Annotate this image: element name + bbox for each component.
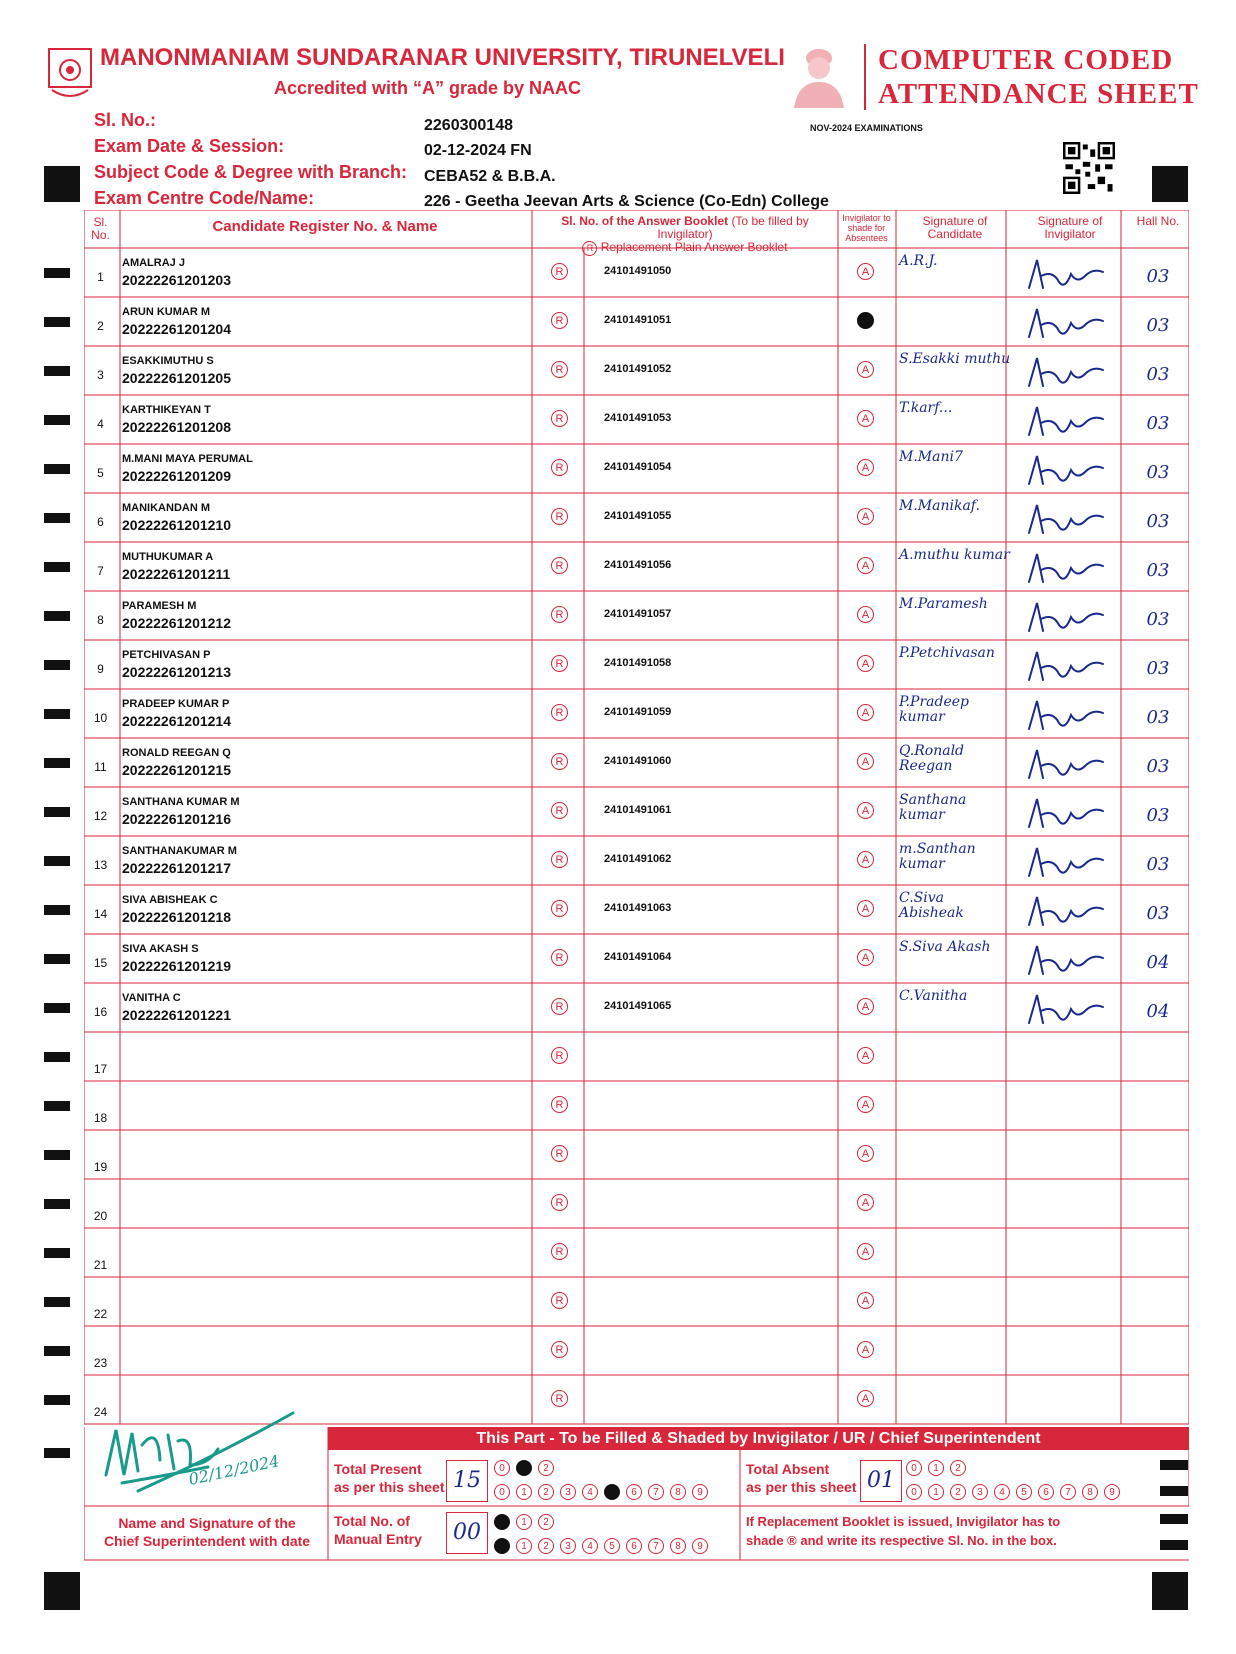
timing-mark <box>44 415 70 425</box>
exam-date-label: Exam Date & Session: <box>94 136 285 156</box>
portrait-image <box>790 42 848 108</box>
candidate-signature <box>899 1087 1011 1127</box>
candidate-signature <box>899 1185 1011 1225</box>
replacement-bubble[interactable]: R <box>551 410 568 427</box>
present-units-bubbles[interactable]: 0 1 2 3 4 6 7 8 9 <box>494 1482 714 1500</box>
col-slno-header: Sl. No. <box>91 215 110 242</box>
candidate-signature <box>899 1283 1011 1323</box>
row-sl-no: 19 <box>93 1160 108 1174</box>
absent-bubble[interactable]: A <box>857 851 874 868</box>
timing-mark <box>44 1150 70 1160</box>
candidate-name: PETCHIVASAN P <box>122 649 211 661</box>
timing-mark <box>44 1346 70 1356</box>
table-row <box>84 591 1189 640</box>
replacement-bubble[interactable]: R <box>551 1145 568 1162</box>
booklet-number[interactable]: 24101491058 <box>604 657 672 669</box>
absent-bubble[interactable]: A <box>857 655 874 672</box>
row-sl-no: 22 <box>93 1307 108 1321</box>
row-sl-no: 12 <box>93 809 108 823</box>
timing-mark <box>44 166 80 202</box>
manual-entry-label <box>334 1512 422 1548</box>
timing-mark <box>44 513 70 523</box>
candidate-signature: C.Vanitha <box>899 988 968 1004</box>
candidate-signature: A.R.J. <box>899 253 938 269</box>
candidate-name: SANTHANAKUMAR M <box>122 845 237 857</box>
booklet-number[interactable]: 24101491059 <box>604 706 672 718</box>
timing-mark <box>44 611 70 621</box>
invigilator-signature <box>1019 401 1119 441</box>
replacement-bubble[interactable]: R <box>551 312 568 329</box>
hall-number: 03 <box>1146 903 1170 924</box>
replacement-bubble[interactable]: R <box>551 704 568 721</box>
candidate-name: RONALD REEGAN Q <box>122 747 231 759</box>
replacement-bubble[interactable]: R <box>551 459 568 476</box>
candidate-name: ARUN KUMAR M <box>122 306 210 318</box>
register-number: 20222261201217 <box>122 860 232 876</box>
chief-signature-label <box>92 1514 322 1550</box>
row-sl-no: 8 <box>97 613 104 627</box>
row-sl-no: 13 <box>93 858 108 872</box>
table-row <box>84 885 1189 934</box>
hall-number: 03 <box>1146 364 1170 385</box>
total-present-label <box>334 1460 445 1496</box>
replacement-bubble[interactable]: R <box>551 606 568 623</box>
register-number: 20222261201214 <box>122 713 232 729</box>
register-number: 20222261201211 <box>122 566 231 582</box>
candidate-signature <box>899 1136 1011 1176</box>
exam-date-value: 02-12-2024 FN <box>424 142 532 159</box>
candidate-name: AMALRAJ J <box>122 257 185 269</box>
hall-number: 04 <box>1146 1001 1170 1022</box>
booklet-number[interactable]: 24101491061 <box>604 804 672 816</box>
timing-mark <box>44 464 70 474</box>
replacement-bubble[interactable]: R <box>551 949 568 966</box>
replacement-bubble-icon: R <box>582 241 597 256</box>
timing-mark <box>44 1297 70 1307</box>
candidate-signature: S.Siva Akash <box>899 939 991 955</box>
candidate-name: VANITHA C <box>122 992 181 1004</box>
invigilator-signature <box>1019 940 1119 980</box>
total-present-label-line1: Total Present <box>334 1461 422 1477</box>
invigilator-signature <box>1019 842 1119 882</box>
timing-mark <box>44 1003 70 1013</box>
candidate-signature: M.Mani7 <box>899 449 963 465</box>
chief-sign-date: 02/12/2024 <box>186 1451 282 1489</box>
timing-mark <box>44 317 70 327</box>
absent-bubble[interactable]: A <box>857 900 874 917</box>
timing-mark <box>44 954 70 964</box>
row-sl-no: 4 <box>97 417 104 431</box>
header-divider <box>864 44 866 110</box>
sl-no-value: 2260300148 <box>424 117 513 134</box>
candidate-name: PARAMESH M <box>122 600 197 612</box>
accreditation: Accredited with “A” grade by NAAC <box>274 78 582 98</box>
replacement-bubble[interactable]: R <box>551 1194 568 1211</box>
replacement-bubble[interactable]: R <box>551 557 568 574</box>
invigilator-signature <box>1019 352 1119 392</box>
col-booklet-title: Sl. No. of the Answer Booklet <box>561 214 729 228</box>
absent-bubble[interactable]: A <box>857 606 874 623</box>
register-number: 20222261201205 <box>122 370 232 386</box>
booklet-number[interactable]: 24101491056 <box>604 559 672 571</box>
row-sl-no: 14 <box>93 907 108 921</box>
timing-mark <box>1160 1540 1188 1550</box>
timing-mark <box>44 709 70 719</box>
total-absent-label <box>746 1460 857 1496</box>
table-row <box>84 983 1189 1032</box>
replacement-bubble[interactable]: R <box>551 263 568 280</box>
table-row <box>84 1081 1189 1130</box>
table-row <box>84 444 1189 493</box>
university-name: MANONMANIAM SUNDARANAR UNIVERSITY, TIRUNELVELI <box>100 44 785 71</box>
manual-entry-box[interactable]: 00 <box>446 1512 488 1554</box>
centre-label: Exam Centre Code/Name: <box>94 188 315 208</box>
table-row <box>84 493 1189 542</box>
hall-number: 03 <box>1146 609 1170 630</box>
candidate-signature: P.Pradeep kumar <box>899 694 969 725</box>
candidate-signature: A.muthu kumar <box>899 547 1010 563</box>
register-number: 20222261201212 <box>122 615 232 631</box>
invigilator-signature <box>1019 597 1119 637</box>
candidate-signature: T.karf... <box>899 400 953 416</box>
register-number: 20222261201203 <box>122 272 232 288</box>
register-number: 20222261201215 <box>122 762 232 778</box>
replacement-bubble[interactable]: R <box>551 1390 568 1407</box>
total-present-label-line2: as per this sheet <box>334 1479 445 1495</box>
invigilator-signature <box>1019 989 1119 1029</box>
timing-mark <box>44 562 70 572</box>
candidate-signature: m.Santhan kumar <box>899 841 976 872</box>
timing-mark <box>44 268 70 278</box>
col-replacement-note: Replacement Plain Answer Booklet <box>600 240 788 254</box>
timing-mark <box>1152 1572 1188 1610</box>
row-sl-no: 6 <box>97 515 104 529</box>
candidate-name: MANIKANDAN M <box>122 502 210 514</box>
absent-bubble[interactable]: A <box>857 557 874 574</box>
register-number: 20222261201208 <box>122 419 232 435</box>
absent-bubble[interactable]: A <box>857 361 874 378</box>
candidate-signature <box>899 1332 1011 1372</box>
timing-mark <box>1160 1460 1188 1470</box>
table-row <box>84 248 1189 297</box>
candidate-signature: Q.Ronald Reegan <box>899 743 965 774</box>
col-hall-header: Hall No. <box>1136 214 1180 228</box>
absent-bubble[interactable]: A <box>857 410 874 427</box>
invigilator-signature <box>1019 303 1119 343</box>
absent-bubble[interactable]: A <box>857 1292 874 1309</box>
absent-tens-bubbles[interactable]: 0 1 2 <box>906 1458 972 1476</box>
table-row <box>84 346 1189 395</box>
timing-mark <box>44 1572 80 1610</box>
invigilator-signature <box>1019 548 1119 588</box>
absent-bubble[interactable]: A <box>857 1145 874 1162</box>
absent-bubble[interactable]: A <box>857 753 874 770</box>
row-sl-no: 23 <box>93 1356 108 1370</box>
row-sl-no: 20 <box>93 1209 108 1223</box>
table-row <box>84 934 1189 983</box>
timing-mark <box>44 1101 70 1111</box>
replacement-bubble[interactable]: R <box>551 1341 568 1358</box>
subject-label: Subject Code & Degree with Branch: <box>94 162 408 182</box>
row-sl-no: 5 <box>97 466 104 480</box>
replacement-bubble[interactable]: R <box>551 361 568 378</box>
hall-number: 03 <box>1146 315 1170 336</box>
table-row <box>84 640 1189 689</box>
replacement-note <box>746 1512 1060 1550</box>
replacement-bubble[interactable]: R <box>551 851 568 868</box>
centre-value: 226 - Geetha Jeevan Arts & Science (Co-Edn) College <box>424 193 829 210</box>
absent-bubble[interactable]: A <box>857 508 874 525</box>
timing-mark <box>44 905 70 915</box>
col-sig-invigilator-header: Signature of Invigilator <box>1037 214 1103 241</box>
invigilator-signature <box>1019 450 1119 490</box>
invigilator-signature <box>1019 646 1119 686</box>
candidate-signature <box>899 303 1011 343</box>
hall-number: 03 <box>1146 266 1170 287</box>
present-tens-bubbles[interactable]: 0 2 <box>494 1458 560 1476</box>
invigilator-signature <box>1019 891 1119 931</box>
replacement-bubble[interactable]: R <box>551 1243 568 1260</box>
table-row <box>84 542 1189 591</box>
absent-units-bubbles[interactable]: 0 1 2 3 4 5 6 7 8 9 <box>906 1482 1126 1500</box>
hall-number: 03 <box>1146 560 1170 581</box>
row-sl-no: 3 <box>97 368 104 382</box>
booklet-number[interactable]: 24101491053 <box>604 412 672 424</box>
chief-signature-image <box>98 1405 308 1505</box>
total-present-box[interactable]: 15 <box>446 1460 488 1502</box>
register-number: 20222261201221 <box>122 1007 232 1023</box>
manual-tens-bubbles[interactable]: 1 2 <box>494 1512 560 1530</box>
candidate-name: KARTHIKEYAN T <box>122 404 211 416</box>
col-absent-header: Invigilator to shade for Absentees <box>842 213 891 243</box>
replacement-bubble[interactable]: R <box>551 1292 568 1309</box>
timing-mark <box>1160 1486 1188 1496</box>
register-number: 20222261201213 <box>122 664 232 680</box>
replacement-bubble[interactable]: R <box>551 655 568 672</box>
absent-bubble[interactable]: A <box>857 1390 874 1407</box>
absent-bubble[interactable]: A <box>857 998 874 1015</box>
register-number: 20222261201216 <box>122 811 232 827</box>
timing-mark <box>44 1448 70 1458</box>
table-row <box>84 1130 1189 1179</box>
timing-mark <box>1152 166 1188 202</box>
timing-mark <box>1160 1514 1188 1524</box>
hall-number: 03 <box>1146 462 1170 483</box>
timing-mark <box>44 366 70 376</box>
table-row <box>84 297 1189 346</box>
total-absent-box[interactable]: 01 <box>860 1460 902 1502</box>
row-sl-no: 2 <box>97 319 104 333</box>
register-number: 20222261201219 <box>122 958 232 974</box>
table-row <box>84 1179 1189 1228</box>
sheet-title-line1: COMPUTER CODED <box>878 44 1174 76</box>
absent-bubble[interactable]: A <box>857 949 874 966</box>
register-number: 20222261201209 <box>122 468 232 484</box>
table-row <box>84 836 1189 885</box>
hall-number: 03 <box>1146 805 1170 826</box>
table-row <box>84 738 1189 787</box>
row-sl-no: 11 <box>94 760 107 774</box>
exam-series: NOV-2024 EXAMINATIONS <box>810 123 923 133</box>
table-row <box>84 1277 1189 1326</box>
row-sl-no: 7 <box>97 564 104 578</box>
absent-bubble[interactable]: A <box>857 459 874 476</box>
table-row <box>84 1326 1189 1375</box>
timing-mark <box>44 1052 70 1062</box>
manual-units-bubbles[interactable]: 1 2 3 4 5 6 7 8 9 <box>494 1536 714 1554</box>
invigilator-signature <box>1019 793 1119 833</box>
register-number: 20222261201218 <box>122 909 232 925</box>
candidate-signature: M.Paramesh <box>899 596 988 612</box>
hall-number: 03 <box>1146 658 1170 679</box>
booklet-number[interactable]: 24101491054 <box>604 461 672 473</box>
candidate-name: MUTHUKUMAR A <box>122 551 214 563</box>
absent-bubble[interactable]: A <box>857 1243 874 1260</box>
replacement-bubble[interactable]: R <box>551 508 568 525</box>
booklet-number[interactable]: 24101491065 <box>604 1000 672 1012</box>
university-logo <box>46 46 94 102</box>
table-row <box>84 689 1189 738</box>
timing-mark <box>44 856 70 866</box>
invigilator-signature <box>1019 499 1119 539</box>
row-sl-no: 9 <box>97 662 104 676</box>
candidate-name: SIVA AKASH S <box>122 943 199 955</box>
row-sl-no: 1 <box>97 270 104 284</box>
candidate-name: PRADEEP KUMAR P <box>122 698 230 710</box>
footer-banner: This Part - To be Filled & Shaded by Invigilator / UR / Chief Superintendent <box>328 1427 1189 1450</box>
sheet-title-line2: ATTENDANCE SHEET <box>878 78 1199 110</box>
booklet-number[interactable]: 24101491063 <box>604 902 672 914</box>
total-absent-label-line2: as per this sheet <box>746 1479 857 1495</box>
candidate-signature: P.Petchivasan <box>899 645 995 661</box>
table-row <box>84 395 1189 444</box>
row-sl-no: 15 <box>93 956 108 970</box>
absent-bubble[interactable]: A <box>857 263 874 280</box>
candidate-signature: S.Esakki muthu <box>899 351 1011 367</box>
replacement-bubble[interactable]: R <box>551 1047 568 1064</box>
hall-number: 03 <box>1146 511 1170 532</box>
replacement-bubble[interactable]: R <box>551 1096 568 1113</box>
col-sig-candidate-header: Signature of Candidate <box>922 214 988 241</box>
booklet-number[interactable]: 24101491050 <box>604 265 672 277</box>
qr-code <box>1063 142 1115 194</box>
chief-label-line1: Name and Signature of the <box>118 1515 296 1531</box>
hall-number: 03 <box>1146 707 1170 728</box>
table-row <box>84 1228 1189 1277</box>
replacement-bubble[interactable]: R <box>551 998 568 1015</box>
replacement-note-line1: If Replacement Booklet is issued, Invigilator has to <box>746 1514 1061 1529</box>
booklet-number[interactable]: 24101491051 <box>604 314 672 326</box>
absent-bubble[interactable]: A <box>857 1047 874 1064</box>
hall-number: 03 <box>1146 854 1170 875</box>
hall-number: 03 <box>1146 413 1170 434</box>
manual-entry-label-line2: Manual Entry <box>334 1531 422 1547</box>
col-candidate-header: Candidate Register No. & Name <box>212 218 438 235</box>
candidate-signature <box>899 1381 1011 1421</box>
subject-value: CEBA52 & B.B.A. <box>424 168 556 185</box>
candidate-signature: C.Siva Abisheak <box>899 890 964 921</box>
invigilator-signature <box>1019 744 1119 784</box>
candidate-signature: M.Manikaf. <box>899 498 980 514</box>
replacement-bubble[interactable]: R <box>551 900 568 917</box>
absent-bubble[interactable]: A <box>857 802 874 819</box>
timing-mark <box>44 660 70 670</box>
absent-bubble[interactable]: A <box>857 1341 874 1358</box>
hall-number: 04 <box>1146 952 1170 973</box>
replacement-note-line2: shade ® and write its respective Sl. No. in the box. <box>746 1533 1057 1548</box>
candidate-signature: Santhana kumar <box>899 792 967 823</box>
table-row <box>84 1032 1189 1081</box>
row-sl-no: 24 <box>93 1405 108 1419</box>
booklet-number[interactable]: 24101491064 <box>604 951 672 963</box>
register-number: 20222261201204 <box>122 321 232 337</box>
replacement-bubble[interactable]: R <box>551 802 568 819</box>
candidate-name: SIVA ABISHEAK C <box>122 894 218 906</box>
timing-mark <box>44 1199 70 1209</box>
hall-number: 03 <box>1146 756 1170 777</box>
absent-bubble[interactable]: A <box>857 1194 874 1211</box>
row-sl-no: 10 <box>93 711 108 725</box>
booklet-number[interactable]: 24101491062 <box>604 853 672 865</box>
booklet-number[interactable]: 24101491055 <box>604 510 672 522</box>
candidate-signature <box>899 1038 1011 1078</box>
absent-bubble[interactable] <box>857 312 874 329</box>
timing-mark <box>44 1248 70 1258</box>
manual-entry-label-line1: Total No. of <box>334 1513 410 1529</box>
timing-mark <box>44 1395 70 1405</box>
total-absent-label-line1: Total Absent <box>746 1461 830 1477</box>
col-booklet-note: (To be filled by Invigilator) <box>657 214 809 241</box>
booklet-number[interactable]: 24101491052 <box>604 363 672 375</box>
booklet-number[interactable]: 24101491057 <box>604 608 672 620</box>
timing-mark <box>44 807 70 817</box>
invigilator-signature <box>1019 254 1119 294</box>
sl-no-label: Sl. No.: <box>94 110 156 130</box>
row-sl-no: 18 <box>93 1111 108 1125</box>
absent-bubble[interactable]: A <box>857 1096 874 1113</box>
candidate-name: M.MANI MAYA PERUMAL <box>122 453 253 465</box>
row-sl-no: 16 <box>93 1005 108 1019</box>
booklet-number[interactable]: 24101491060 <box>604 755 672 767</box>
row-sl-no: 17 <box>93 1062 108 1076</box>
register-number: 20222261201210 <box>122 517 232 533</box>
candidate-name: ESAKKIMUTHU S <box>122 355 214 367</box>
table-row <box>84 787 1189 836</box>
row-sl-no: 21 <box>93 1258 108 1272</box>
invigilator-signature <box>1019 695 1119 735</box>
candidate-name: SANTHANA KUMAR M <box>122 796 240 808</box>
absent-bubble[interactable]: A <box>857 704 874 721</box>
timing-mark <box>44 758 70 768</box>
chief-label-line2: Chief Superintendent with date <box>103 1533 311 1549</box>
candidate-signature <box>899 1234 1011 1274</box>
replacement-bubble[interactable]: R <box>551 753 568 770</box>
